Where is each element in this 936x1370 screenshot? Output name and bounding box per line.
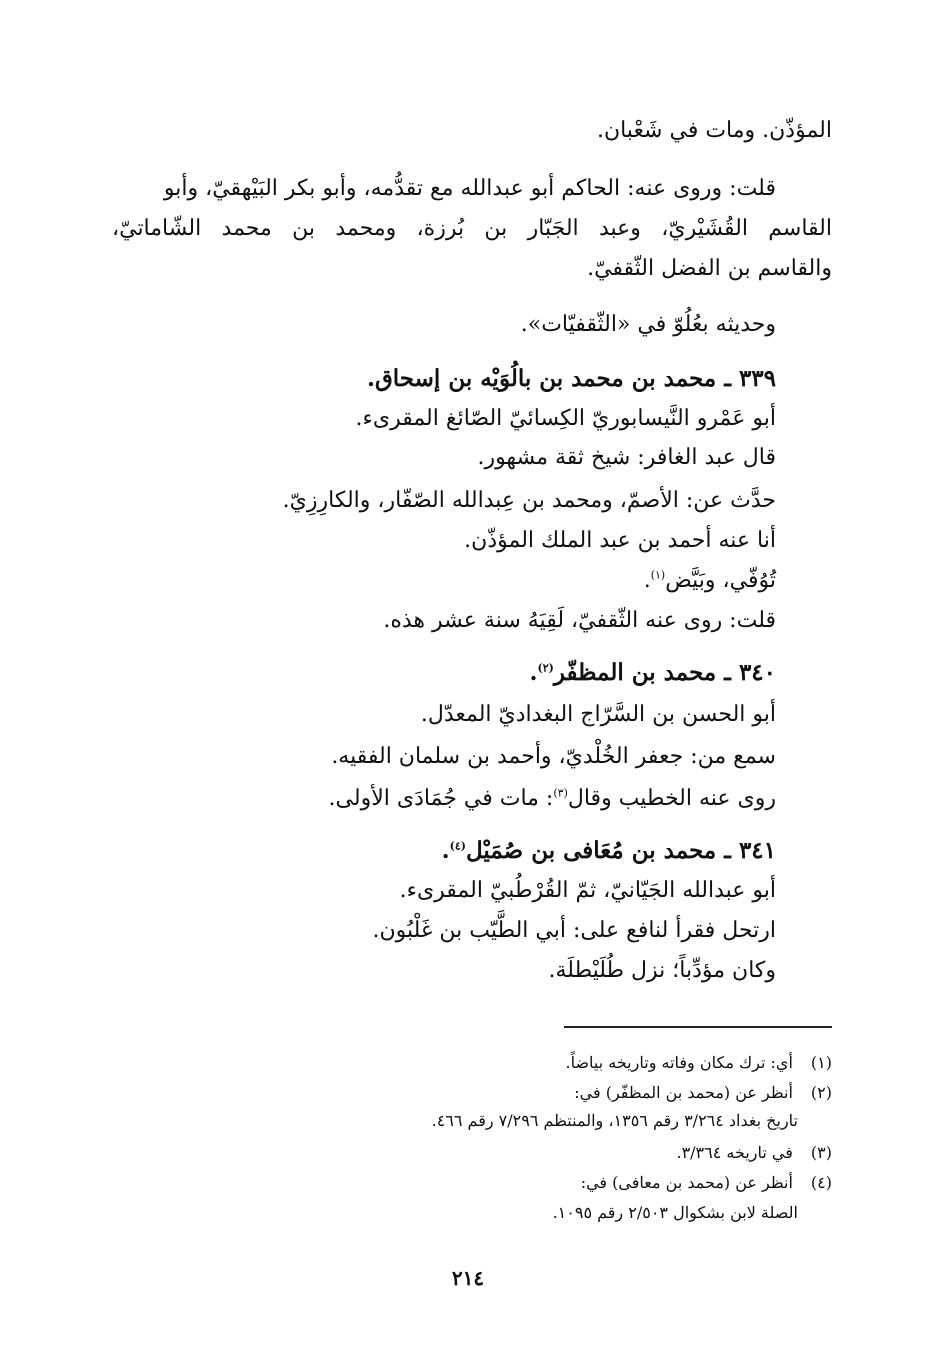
entry-line: قلت: روى عنه الثّقفيّ، لَقِيَهُ سنة عشر هذه. <box>383 608 776 633</box>
entry-line: قال عبد الغافر: شيخ ثقة مشهور. <box>477 445 776 470</box>
paragraph-line: والقاسم بن الفضل الثّقفيّ. <box>587 256 832 281</box>
entry-line: أبو الحسن بن السَّرّاج البغداديّ المعدّل. <box>420 702 776 727</box>
footnote-number: (٢) <box>810 1083 832 1102</box>
entry-title-text: ٣٤١ ـ محمد بن مُعَافى بن صُمَيْل <box>466 837 776 864</box>
entry-text-end: : مات في جُمَادَى الأولى. <box>328 786 554 811</box>
entry-title-end: . <box>529 659 538 686</box>
entry-line: ارتحل فقرأ لنافع على: أبي الطَّيّب بن غَلْبُون. <box>372 918 776 943</box>
entry-title-end: . <box>441 837 450 864</box>
entry-line: أنا عنه أحمد بن عبد الملك المؤذّن. <box>464 528 776 553</box>
paragraph-line: قلت: وروى عنه: الحاكم أبو عبدالله مع تقدُّمه، وأبو بكر البَيْهقيّ، وأبو <box>163 176 776 201</box>
entry-line: أبو عبدالله الجَيّانيّ، ثمّ القُرْطُبيّ المقرىء. <box>399 878 776 903</box>
footnote-number: (٣) <box>810 1143 832 1162</box>
paragraph-line: وحديثه بعُلُوّ في «الثّقفيّات». <box>520 312 776 337</box>
entry-text: روى عنه الخطيب وقال <box>567 786 776 811</box>
entry-title-341 <box>442 836 776 866</box>
footnote-2-cont: تاريخ بغداد ٣/٢٦٤ رقم ١٣٥٦، والمنتظم ٧/٢٩٦ رقم ٤٦٦. <box>431 1111 798 1130</box>
footnote-1 <box>565 1052 832 1074</box>
footnote-4-cont: الصلة لابن بشكوال ٢/٥٠٣ رقم ١٠٩٥. <box>552 1203 798 1222</box>
footnote-text: أنظر عن (محمد بن معافى) في: <box>580 1173 793 1192</box>
entry-line: أبو عَمْرو النَّيسابوريّ الكِسائيّ الصّائغ المقرىء. <box>355 406 776 431</box>
footnote-ref[interactable]: (١) <box>650 568 666 582</box>
footnote-ref[interactable]: (٤) <box>449 839 467 853</box>
footnote-text: أنظر عن (محمد بن المظفّر) في: <box>574 1083 793 1102</box>
entry-line <box>329 784 776 814</box>
footnote-number: (١) <box>810 1053 832 1072</box>
entry-title-text: ٣٤٠ ـ محمد بن المظفّر <box>553 659 776 686</box>
entry-line: حدَّث عن: الأصمّ، ومحمد بن عِبدالله الصّفّار، والكارِزِيّ. <box>282 488 776 513</box>
text-line: المؤذّن. ومات في شَعْبان. <box>596 118 832 143</box>
entry-text: تُوُفّي، وبَيَّض <box>665 568 776 593</box>
paragraph-line: القاسم القُشَيْريّ، وعبد الجَبّار بن بُرزة، ومحمد بن محمد الشّاماتيّ، <box>112 216 832 241</box>
footnote-3 <box>676 1142 832 1164</box>
footnote-ref[interactable]: (٢) <box>537 661 554 675</box>
footnote-ref[interactable]: (٣) <box>553 786 568 800</box>
entry-line <box>644 566 776 596</box>
entry-line: وكان مؤدِّباً؛ نزل طُلَيْطلَة. <box>548 958 776 983</box>
entry-line: سمع من: جعفر الخُلْديّ، وأحمد بن سلمان الفقيه. <box>331 744 776 769</box>
footnote-2 <box>574 1082 832 1104</box>
entry-text-end: . <box>643 568 651 593</box>
footnote-number: (٤) <box>810 1173 832 1192</box>
footnote-4 <box>581 1172 832 1194</box>
page-number: ٢١٤ <box>451 1266 485 1290</box>
entry-title-339: ٣٣٩ ـ محمد بن محمد بن بالُوَيْه بن إسحاق. <box>366 365 776 392</box>
entry-title-340 <box>529 658 776 688</box>
footnote-text: في تاريخه ٣/٣٦٤. <box>676 1143 793 1162</box>
footnote-separator <box>564 1026 832 1028</box>
footnote-text: أي: ترك مكان وفاته وتاريخه بياضاً. <box>565 1053 793 1072</box>
